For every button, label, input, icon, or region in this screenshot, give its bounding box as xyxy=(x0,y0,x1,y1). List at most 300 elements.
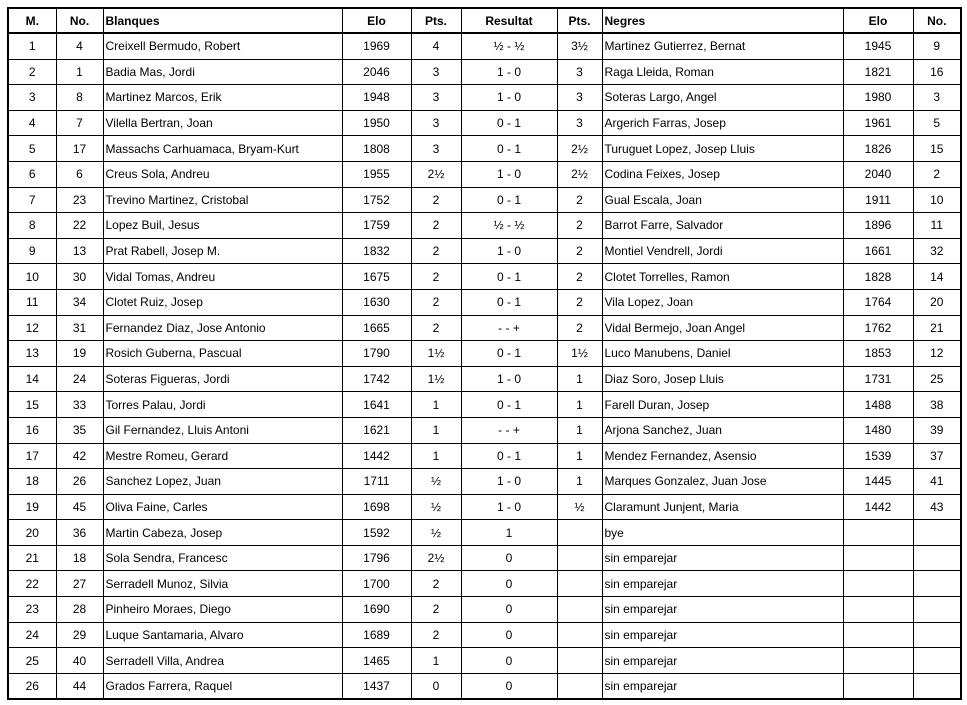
cell-black-number: 39 xyxy=(913,417,961,443)
cell-white-points: 2 xyxy=(411,571,461,597)
table-row xyxy=(8,417,961,443)
table-row xyxy=(8,443,961,469)
cell-white-elo: 1790 xyxy=(342,341,411,367)
cell-white-points: 2 xyxy=(411,315,461,341)
cell-black-points: 1 xyxy=(557,443,602,469)
cell-white-player: Gil Fernandez, Lluis Antoni xyxy=(103,417,342,443)
cell-black-player: Gual Escala, Joan xyxy=(602,187,843,213)
cell-black-points: 2 xyxy=(557,264,602,290)
cell-result: ½ - ½ xyxy=(461,213,557,239)
cell-round: 18 xyxy=(8,469,56,495)
cell-black-elo: 1731 xyxy=(843,366,913,392)
cell-black-player: sin emparejar xyxy=(602,673,843,699)
cell-white-number: 26 xyxy=(56,469,103,495)
cell-result: 0 - 1 xyxy=(461,443,557,469)
cell-white-elo: 1948 xyxy=(342,85,411,111)
cell-black-points: 2 xyxy=(557,213,602,239)
table-row xyxy=(8,264,961,290)
cell-black-points: 3 xyxy=(557,110,602,136)
table-row xyxy=(8,161,961,187)
table-row xyxy=(8,622,961,648)
cell-result: 0 - 1 xyxy=(461,136,557,162)
cell-white-elo: 1437 xyxy=(342,673,411,699)
cell-black-elo: 1539 xyxy=(843,443,913,469)
table-row xyxy=(8,187,961,213)
table-row xyxy=(8,341,961,367)
cell-white-points: 2 xyxy=(411,264,461,290)
cell-white-elo: 1955 xyxy=(342,161,411,187)
cell-result: 0 xyxy=(461,571,557,597)
cell-black-number: 43 xyxy=(913,494,961,520)
cell-result: ½ - ½ xyxy=(461,33,557,59)
cell-black-points: 3½ xyxy=(557,33,602,59)
cell-black-number: 11 xyxy=(913,213,961,239)
cell-round: 4 xyxy=(8,110,56,136)
cell-white-number: 30 xyxy=(56,264,103,290)
cell-round: 10 xyxy=(8,264,56,290)
cell-result: 1 - 0 xyxy=(461,469,557,495)
cell-white-elo: 1675 xyxy=(342,264,411,290)
cell-result: 1 - 0 xyxy=(461,59,557,85)
cell-black-elo: 1442 xyxy=(843,494,913,520)
table-row xyxy=(8,85,961,111)
cell-white-elo: 1832 xyxy=(342,238,411,264)
cell-white-number: 31 xyxy=(56,315,103,341)
cell-result: 0 xyxy=(461,673,557,699)
header-row xyxy=(8,8,961,33)
cell-black-points xyxy=(557,648,602,674)
cell-white-number: 44 xyxy=(56,673,103,699)
cell-white-player: Creixell Bermudo, Robert xyxy=(103,33,342,59)
cell-white-points: 1 xyxy=(411,392,461,418)
cell-black-elo: 1821 xyxy=(843,59,913,85)
cell-result: 0 xyxy=(461,622,557,648)
cell-white-number: 23 xyxy=(56,187,103,213)
cell-white-number: 28 xyxy=(56,597,103,623)
cell-black-number xyxy=(913,622,961,648)
cell-white-player: Mestre Romeu, Gerard xyxy=(103,443,342,469)
cell-black-elo xyxy=(843,571,913,597)
cell-black-points: 1 xyxy=(557,366,602,392)
cell-white-points: 3 xyxy=(411,59,461,85)
cell-white-elo: 2046 xyxy=(342,59,411,85)
cell-white-number: 18 xyxy=(56,545,103,571)
cell-white-player: Badia Mas, Jordi xyxy=(103,59,342,85)
cell-result: 0 - 1 xyxy=(461,110,557,136)
cell-white-points: 1 xyxy=(411,648,461,674)
cell-round: 22 xyxy=(8,571,56,597)
cell-round: 19 xyxy=(8,494,56,520)
header-round: M. xyxy=(8,8,56,33)
cell-black-number: 38 xyxy=(913,392,961,418)
cell-black-player: Soteras Largo, Angel xyxy=(602,85,843,111)
cell-round: 3 xyxy=(8,85,56,111)
cell-black-points: 2 xyxy=(557,187,602,213)
cell-result: 0 - 1 xyxy=(461,392,557,418)
cell-white-elo: 1689 xyxy=(342,622,411,648)
header-black-elo: Elo xyxy=(843,8,913,33)
cell-white-number: 33 xyxy=(56,392,103,418)
cell-black-points xyxy=(557,571,602,597)
cell-white-number: 13 xyxy=(56,238,103,264)
table-row xyxy=(8,545,961,571)
cell-round: 6 xyxy=(8,161,56,187)
cell-black-number xyxy=(913,520,961,546)
table-row xyxy=(8,673,961,699)
cell-round: 21 xyxy=(8,545,56,571)
cell-black-number xyxy=(913,673,961,699)
cell-black-elo: 1445 xyxy=(843,469,913,495)
cell-black-player: Vidal Bermejo, Joan Angel xyxy=(602,315,843,341)
cell-white-elo: 1752 xyxy=(342,187,411,213)
cell-black-number: 32 xyxy=(913,238,961,264)
table-row xyxy=(8,110,961,136)
cell-black-number: 10 xyxy=(913,187,961,213)
cell-black-points: 3 xyxy=(557,59,602,85)
cell-black-number xyxy=(913,597,961,623)
cell-black-points: 1 xyxy=(557,469,602,495)
cell-white-points: 1 xyxy=(411,417,461,443)
cell-white-number: 42 xyxy=(56,443,103,469)
cell-black-player: Luco Manubens, Daniel xyxy=(602,341,843,367)
cell-white-points: ½ xyxy=(411,469,461,495)
cell-white-player: Fernandez Diaz, Jose Antonio xyxy=(103,315,342,341)
cell-white-player: Clotet Ruiz, Josep xyxy=(103,289,342,315)
cell-white-elo: 1621 xyxy=(342,417,411,443)
cell-black-elo xyxy=(843,520,913,546)
cell-white-player: Luque Santamaria, Alvaro xyxy=(103,622,342,648)
header-white-number: No. xyxy=(56,8,103,33)
cell-black-player: Mendez Fernandez, Asensio xyxy=(602,443,843,469)
cell-black-points xyxy=(557,520,602,546)
cell-white-player: Martinez Marcos, Erik xyxy=(103,85,342,111)
cell-black-player: Farell Duran, Josep xyxy=(602,392,843,418)
cell-result: 0 xyxy=(461,597,557,623)
cell-round: 14 xyxy=(8,366,56,392)
cell-white-number: 19 xyxy=(56,341,103,367)
cell-white-points: 2½ xyxy=(411,545,461,571)
cell-round: 20 xyxy=(8,520,56,546)
cell-white-player: Creus Sola, Andreu xyxy=(103,161,342,187)
cell-black-player: sin emparejar xyxy=(602,597,843,623)
cell-white-number: 22 xyxy=(56,213,103,239)
cell-black-elo xyxy=(843,597,913,623)
table-row xyxy=(8,648,961,674)
cell-black-elo: 1961 xyxy=(843,110,913,136)
cell-white-elo: 1665 xyxy=(342,315,411,341)
cell-black-elo: 1661 xyxy=(843,238,913,264)
cell-black-number: 3 xyxy=(913,85,961,111)
cell-white-number: 24 xyxy=(56,366,103,392)
cell-white-elo: 1711 xyxy=(342,469,411,495)
header-black-points: Pts. xyxy=(557,8,602,33)
cell-black-player: Raga Lleida, Roman xyxy=(602,59,843,85)
cell-result: 0 xyxy=(461,648,557,674)
cell-white-player: Sanchez Lopez, Juan xyxy=(103,469,342,495)
cell-round: 23 xyxy=(8,597,56,623)
cell-round: 25 xyxy=(8,648,56,674)
cell-black-player: Argerich Farras, Josep xyxy=(602,110,843,136)
cell-result: 1 - 0 xyxy=(461,161,557,187)
cell-black-number: 25 xyxy=(913,366,961,392)
header-black: Negres xyxy=(602,8,843,33)
table-row xyxy=(8,59,961,85)
cell-round: 15 xyxy=(8,392,56,418)
cell-black-player: sin emparejar xyxy=(602,571,843,597)
cell-black-player: Codina Feixes, Josep xyxy=(602,161,843,187)
cell-result: 0 - 1 xyxy=(461,187,557,213)
cell-white-number: 8 xyxy=(56,85,103,111)
cell-black-elo: 1980 xyxy=(843,85,913,111)
cell-white-points: 3 xyxy=(411,110,461,136)
cell-black-elo xyxy=(843,622,913,648)
cell-result: 1 - 0 xyxy=(461,494,557,520)
cell-round: 7 xyxy=(8,187,56,213)
table-row xyxy=(8,33,961,59)
cell-black-number xyxy=(913,648,961,674)
table-body xyxy=(8,33,961,699)
cell-white-player: Torres Palau, Jordi xyxy=(103,392,342,418)
cell-black-player: bye xyxy=(602,520,843,546)
cell-white-elo: 1808 xyxy=(342,136,411,162)
cell-black-player: sin emparejar xyxy=(602,648,843,674)
cell-white-player: Vilella Bertran, Joan xyxy=(103,110,342,136)
cell-black-points xyxy=(557,545,602,571)
cell-white-points: 1½ xyxy=(411,366,461,392)
cell-black-points: 2 xyxy=(557,315,602,341)
cell-white-number: 1 xyxy=(56,59,103,85)
cell-black-elo: 1488 xyxy=(843,392,913,418)
cell-round: 1 xyxy=(8,33,56,59)
table-row xyxy=(8,494,961,520)
cell-white-player: Prat Rabell, Josep M. xyxy=(103,238,342,264)
cell-black-points: 3 xyxy=(557,85,602,111)
cell-white-number: 27 xyxy=(56,571,103,597)
cell-white-number: 7 xyxy=(56,110,103,136)
cell-white-number: 34 xyxy=(56,289,103,315)
cell-white-elo: 1465 xyxy=(342,648,411,674)
cell-white-number: 6 xyxy=(56,161,103,187)
cell-white-player: Massachs Carhuamaca, Bryam-Kurt xyxy=(103,136,342,162)
cell-white-elo: 1442 xyxy=(342,443,411,469)
cell-round: 26 xyxy=(8,673,56,699)
cell-black-points: 1 xyxy=(557,417,602,443)
header-white-elo: Elo xyxy=(342,8,411,33)
table-row xyxy=(8,469,961,495)
cell-black-player: Claramunt Junjent, Maria xyxy=(602,494,843,520)
cell-result: 0 - 1 xyxy=(461,289,557,315)
cell-result: 1 xyxy=(461,520,557,546)
cell-white-points: 0 xyxy=(411,673,461,699)
cell-white-elo: 1698 xyxy=(342,494,411,520)
cell-white-player: Lopez Buil, Jesus xyxy=(103,213,342,239)
cell-result: 0 xyxy=(461,545,557,571)
cell-black-points: 2 xyxy=(557,238,602,264)
cell-white-points: 3 xyxy=(411,136,461,162)
cell-result: - - + xyxy=(461,315,557,341)
cell-white-elo: 1796 xyxy=(342,545,411,571)
cell-result: 1 - 0 xyxy=(461,85,557,111)
cell-white-player: Soteras Figueras, Jordi xyxy=(103,366,342,392)
cell-black-player: Turuguet Lopez, Josep Lluis xyxy=(602,136,843,162)
cell-white-points: ½ xyxy=(411,494,461,520)
cell-white-points: 2 xyxy=(411,597,461,623)
cell-white-elo: 1690 xyxy=(342,597,411,623)
cell-black-elo: 1896 xyxy=(843,213,913,239)
cell-black-player: Arjona Sanchez, Juan xyxy=(602,417,843,443)
table-row xyxy=(8,597,961,623)
cell-black-elo xyxy=(843,673,913,699)
cell-black-points: 1 xyxy=(557,392,602,418)
cell-black-elo: 1764 xyxy=(843,289,913,315)
cell-white-number: 29 xyxy=(56,622,103,648)
cell-round: 8 xyxy=(8,213,56,239)
table-row xyxy=(8,136,961,162)
table-row xyxy=(8,366,961,392)
cell-black-elo: 1911 xyxy=(843,187,913,213)
cell-white-elo: 1759 xyxy=(342,213,411,239)
cell-black-player: Diaz Soro, Josep Lluis xyxy=(602,366,843,392)
cell-result: 0 - 1 xyxy=(461,264,557,290)
cell-white-points: 2½ xyxy=(411,161,461,187)
table-header xyxy=(8,8,961,33)
cell-black-number: 14 xyxy=(913,264,961,290)
cell-black-points: 2½ xyxy=(557,161,602,187)
cell-round: 16 xyxy=(8,417,56,443)
cell-round: 17 xyxy=(8,443,56,469)
cell-white-points: 2 xyxy=(411,622,461,648)
cell-result: 1 - 0 xyxy=(461,238,557,264)
cell-black-points: ½ xyxy=(557,494,602,520)
cell-black-number: 41 xyxy=(913,469,961,495)
cell-white-player: Serradell Villa, Andrea xyxy=(103,648,342,674)
cell-white-player: Trevino Martinez, Cristobal xyxy=(103,187,342,213)
cell-black-number: 5 xyxy=(913,110,961,136)
cell-round: 11 xyxy=(8,289,56,315)
cell-white-elo: 1641 xyxy=(342,392,411,418)
cell-white-player: Martin Cabeza, Josep xyxy=(103,520,342,546)
header-white-points: Pts. xyxy=(411,8,461,33)
cell-white-elo: 1950 xyxy=(342,110,411,136)
cell-black-player: Barrot Farre, Salvador xyxy=(602,213,843,239)
cell-white-points: 1 xyxy=(411,443,461,469)
cell-white-points: 2 xyxy=(411,289,461,315)
cell-black-elo: 1480 xyxy=(843,417,913,443)
cell-white-points: 2 xyxy=(411,187,461,213)
cell-white-points: 2 xyxy=(411,238,461,264)
cell-black-player: sin emparejar xyxy=(602,545,843,571)
cell-white-points: ½ xyxy=(411,520,461,546)
cell-white-player: Serradell Munoz, Silvia xyxy=(103,571,342,597)
cell-white-player: Oliva Faine, Carles xyxy=(103,494,342,520)
cell-black-player: Marques Gonzalez, Juan Jose xyxy=(602,469,843,495)
header-result: Resultat xyxy=(461,8,557,33)
cell-white-elo: 1700 xyxy=(342,571,411,597)
table-row xyxy=(8,315,961,341)
cell-white-number: 35 xyxy=(56,417,103,443)
cell-black-points xyxy=(557,622,602,648)
cell-black-number: 15 xyxy=(913,136,961,162)
cell-result: 1 - 0 xyxy=(461,366,557,392)
cell-black-number xyxy=(913,571,961,597)
cell-white-points: 1½ xyxy=(411,341,461,367)
cell-round: 12 xyxy=(8,315,56,341)
cell-white-number: 4 xyxy=(56,33,103,59)
cell-black-player: sin emparejar xyxy=(602,622,843,648)
cell-white-player: Sola Sendra, Francesc xyxy=(103,545,342,571)
cell-white-elo: 1592 xyxy=(342,520,411,546)
cell-round: 24 xyxy=(8,622,56,648)
cell-black-number: 2 xyxy=(913,161,961,187)
cell-white-number: 45 xyxy=(56,494,103,520)
cell-result: 0 - 1 xyxy=(461,341,557,367)
cell-white-player: Pinheiro Moraes, Diego xyxy=(103,597,342,623)
cell-white-number: 40 xyxy=(56,648,103,674)
cell-black-elo: 1853 xyxy=(843,341,913,367)
cell-black-elo: 2040 xyxy=(843,161,913,187)
cell-black-player: Montiel Vendrell, Jordi xyxy=(602,238,843,264)
cell-white-number: 36 xyxy=(56,520,103,546)
cell-round: 13 xyxy=(8,341,56,367)
cell-black-number: 12 xyxy=(913,341,961,367)
cell-black-elo xyxy=(843,648,913,674)
cell-result: - - + xyxy=(461,417,557,443)
cell-black-number: 16 xyxy=(913,59,961,85)
cell-black-player: Martinez Gutierrez, Bernat xyxy=(602,33,843,59)
cell-black-points: 2 xyxy=(557,289,602,315)
table-row xyxy=(8,392,961,418)
cell-black-number: 9 xyxy=(913,33,961,59)
cell-black-points: 2½ xyxy=(557,136,602,162)
cell-black-elo: 1945 xyxy=(843,33,913,59)
cell-white-points: 3 xyxy=(411,85,461,111)
cell-black-points: 1½ xyxy=(557,341,602,367)
cell-black-number: 37 xyxy=(913,443,961,469)
table-row xyxy=(8,520,961,546)
cell-black-points xyxy=(557,673,602,699)
cell-round: 9 xyxy=(8,238,56,264)
table-row xyxy=(8,238,961,264)
cell-white-points: 4 xyxy=(411,33,461,59)
cell-round: 5 xyxy=(8,136,56,162)
table-row xyxy=(8,571,961,597)
header-black-number: No. xyxy=(913,8,961,33)
cell-black-player: Vila Lopez, Joan xyxy=(602,289,843,315)
cell-black-elo xyxy=(843,545,913,571)
cell-black-elo: 1828 xyxy=(843,264,913,290)
cell-black-number xyxy=(913,545,961,571)
table-row xyxy=(8,289,961,315)
cell-white-elo: 1630 xyxy=(342,289,411,315)
cell-black-points xyxy=(557,597,602,623)
cell-white-elo: 1969 xyxy=(342,33,411,59)
cell-round: 2 xyxy=(8,59,56,85)
cell-white-points: 2 xyxy=(411,213,461,239)
cell-black-number: 21 xyxy=(913,315,961,341)
pairings-table xyxy=(7,7,962,700)
table-row xyxy=(8,213,961,239)
cell-white-player: Grados Farrera, Raquel xyxy=(103,673,342,699)
cell-white-elo: 1742 xyxy=(342,366,411,392)
cell-white-number: 17 xyxy=(56,136,103,162)
cell-black-number: 20 xyxy=(913,289,961,315)
cell-black-elo: 1826 xyxy=(843,136,913,162)
cell-black-elo: 1762 xyxy=(843,315,913,341)
cell-white-player: Vidal Tomas, Andreu xyxy=(103,264,342,290)
header-white: Blanques xyxy=(103,8,342,33)
cell-white-player: Rosich Guberna, Pascual xyxy=(103,341,342,367)
cell-black-player: Clotet Torrelles, Ramon xyxy=(602,264,843,290)
